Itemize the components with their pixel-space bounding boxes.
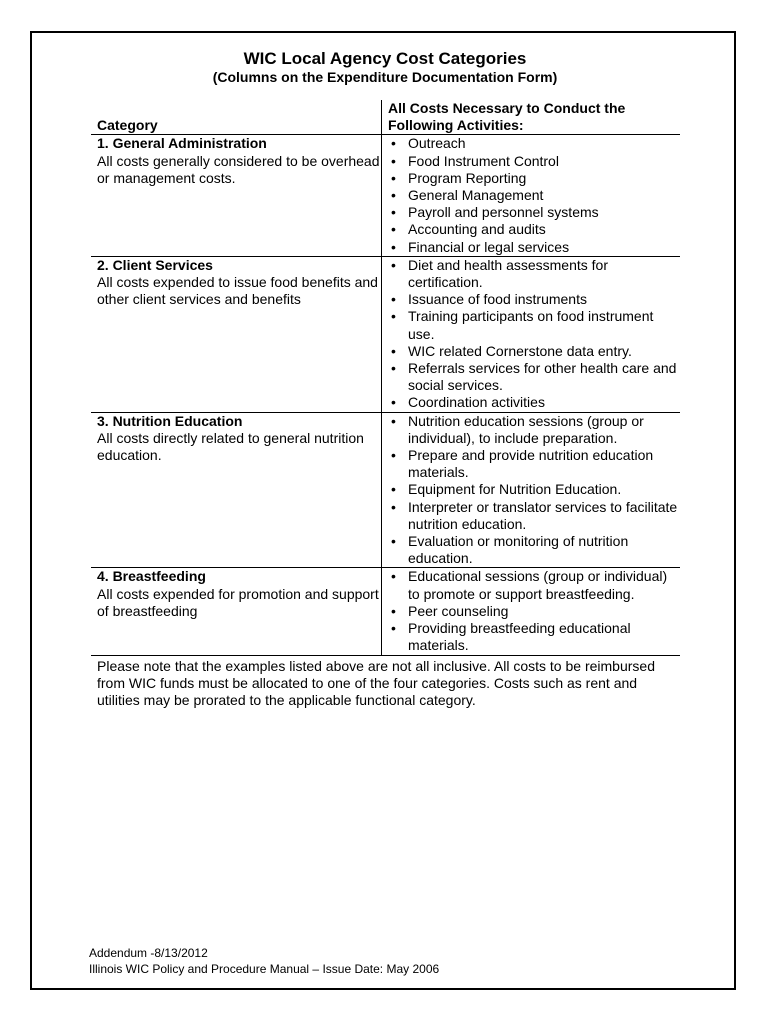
list-item — [388, 499, 680, 533]
list-item — [388, 239, 680, 256]
document-title: WIC Local Agency Cost Categories — [243, 49, 527, 68]
list-item — [388, 221, 680, 238]
activity-text: WIC related Cornerstone data entry. — [408, 342, 632, 359]
footer — [89, 946, 439, 977]
activity-text: Peer counseling — [408, 602, 509, 619]
category-name: 1. General Administration — [97, 135, 267, 152]
activity-text: General Management — [408, 187, 544, 204]
bullet-icon: • — [391, 360, 396, 377]
category-name: 4. Breastfeeding — [97, 568, 206, 585]
activity-text: Training participants on food instrument use. — [408, 308, 654, 342]
list-item — [388, 135, 680, 152]
document-subtitle: (Columns on the Expenditure Documentation Form) — [212, 69, 558, 85]
category-cell — [91, 257, 382, 412]
activity-text: Evaluation or monitoring of nutrition education. — [408, 533, 629, 567]
category-name: 2. Client Services — [97, 256, 213, 273]
category-column-header-cell — [91, 100, 382, 134]
activity-text: Prepare and provide nutrition education materials. — [408, 447, 654, 481]
bullet-icon: • — [391, 481, 396, 498]
activity-text: Payroll and personnel systems — [408, 204, 599, 221]
footer-addendum: Addendum -8/13/2012 — [89, 946, 208, 960]
bullet-icon: • — [391, 187, 396, 204]
activity-text: Interpreter or translator services to facilitate nutrition education. — [408, 498, 678, 532]
bullet-icon: • — [391, 308, 396, 325]
bullet-icon: • — [391, 447, 396, 464]
list-item — [388, 481, 680, 498]
bullet-icon: • — [391, 169, 396, 186]
footer-manual-reference: Illinois WIC Policy and Procedure Manual – Issue Date: May 2006 — [89, 961, 440, 976]
activity-text: Outreach — [408, 135, 466, 152]
activities-column-header-line1: All Costs Necessary to Conduct the — [388, 100, 626, 116]
table-row — [91, 256, 680, 412]
bullet-icon: • — [391, 221, 396, 238]
list-item — [388, 533, 680, 567]
bullet-icon: • — [391, 238, 396, 255]
activity-text: Program Reporting — [408, 169, 527, 186]
activities-cell — [382, 135, 680, 255]
list-item — [388, 447, 680, 481]
bullet-icon: • — [391, 620, 396, 637]
list-item — [388, 257, 680, 291]
bullet-icon: • — [391, 342, 396, 359]
bullet-icon: • — [391, 533, 396, 550]
list-item — [388, 603, 680, 620]
bullet-icon: • — [391, 498, 396, 515]
list-item — [388, 343, 680, 360]
table-header-row — [91, 100, 680, 134]
category-description: All costs expended to issue food benefits and other client services and benefits — [97, 274, 378, 308]
activity-text: Food Instrument Control — [408, 152, 559, 169]
category-cell — [91, 135, 382, 255]
activity-text: Educational sessions (group or individual) to promote or support breastfeeding. — [408, 568, 668, 602]
bullet-icon: • — [391, 412, 396, 429]
activities-list — [388, 257, 680, 412]
activity-text: Coordination activities — [408, 394, 545, 411]
bullet-icon: • — [391, 204, 396, 221]
category-cell — [91, 413, 382, 568]
bullet-icon: • — [391, 256, 396, 273]
list-item — [388, 291, 680, 308]
category-column-header: Category — [97, 117, 158, 134]
activity-text: Referrals services for other health care and social services. — [408, 360, 677, 394]
bullet-icon: • — [391, 568, 396, 585]
activity-text: Nutrition education sessions (group or individual), to include preparation. — [408, 412, 644, 446]
bullet-icon: • — [391, 135, 396, 152]
category-description: All costs directly related to general nutrition education. — [97, 429, 364, 464]
bullet-icon: • — [391, 602, 396, 619]
category-description: All costs expended for promotion and support of breastfeeding — [97, 585, 379, 619]
list-item — [388, 153, 680, 170]
list-item — [388, 170, 680, 187]
activities-list — [388, 568, 680, 654]
activity-text: Providing breastfeeding educational materials. — [408, 620, 631, 654]
list-item — [388, 394, 680, 411]
table-row — [91, 134, 680, 255]
activities-list — [388, 135, 680, 255]
table-row — [91, 412, 680, 568]
activities-cell — [382, 257, 680, 412]
list-item — [388, 187, 680, 204]
activities-cell — [382, 568, 680, 654]
activities-list — [388, 413, 680, 568]
table-row — [91, 567, 680, 655]
table-body — [91, 134, 680, 655]
category-name: 3. Nutrition Education — [97, 412, 243, 429]
activities-column-header-cell — [382, 100, 680, 134]
activities-cell — [382, 413, 680, 568]
list-item — [388, 413, 680, 447]
activity-text: Diet and health assessments for certification. — [408, 256, 608, 291]
activity-text: Equipment for Nutrition Education. — [408, 481, 622, 498]
activity-text: Issuance of food instruments — [408, 291, 587, 308]
category-description: All costs generally considered to be overhead or management costs. — [97, 152, 380, 186]
bullet-icon: • — [391, 394, 396, 411]
category-cell — [91, 568, 382, 654]
inclusion-note: Please note that the examples listed above are not all inclusive. All costs to be reimbursed from WIC funds must be allocated to one of the four categories. Costs such as rent and utilities may be prorated to the applicable functional category. — [97, 658, 655, 708]
list-item — [388, 308, 680, 342]
list-item — [388, 204, 680, 221]
bullet-icon: • — [391, 291, 396, 308]
bullet-icon: • — [391, 152, 396, 169]
activities-column-header-line2: Following Activities: — [388, 117, 524, 134]
list-item — [388, 620, 680, 654]
list-item — [388, 568, 680, 602]
cost-categories-table — [91, 100, 680, 656]
activity-text: Financial or legal services — [408, 238, 570, 255]
list-item — [388, 360, 680, 394]
activity-text: Accounting and audits — [408, 221, 546, 238]
